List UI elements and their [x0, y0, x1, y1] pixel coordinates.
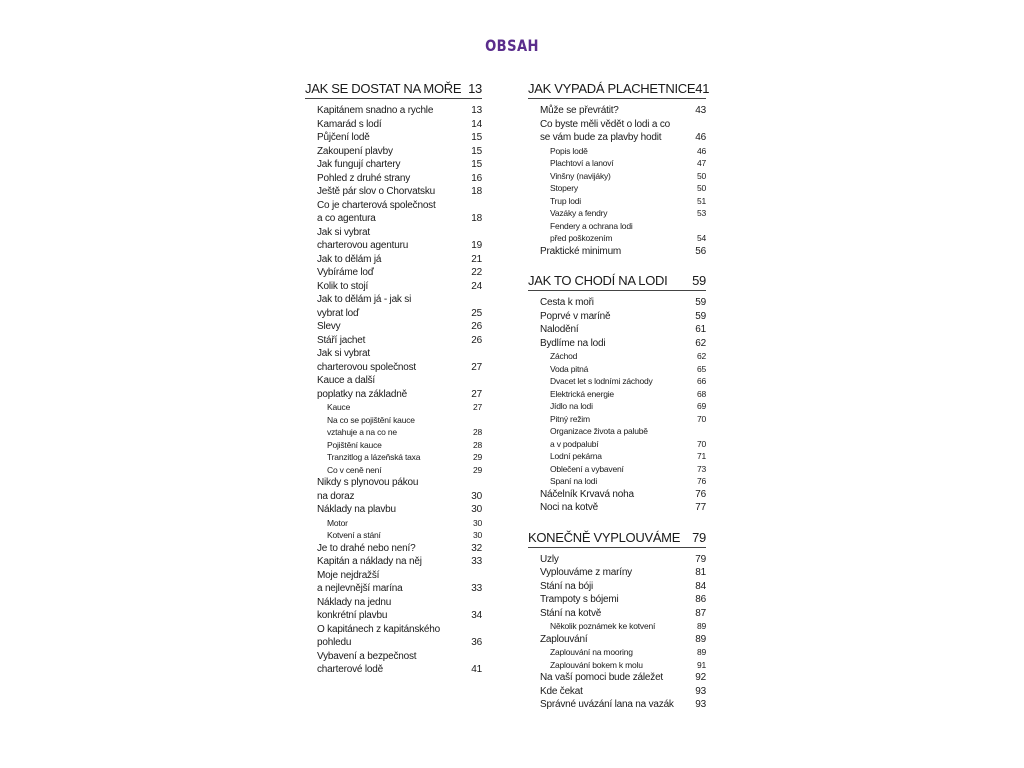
entry-page-number: 50 [696, 170, 706, 181]
toc-subentry[interactable] [305, 439, 482, 452]
toc-subentry[interactable] [528, 363, 706, 376]
entry-page-number: 77 [695, 502, 706, 513]
toc-section [528, 529, 706, 712]
toc-subentry[interactable] [528, 425, 706, 450]
toc-subentry[interactable] [305, 451, 482, 464]
toc-entry[interactable] [305, 293, 482, 320]
entry-page-number: 89 [695, 633, 706, 645]
toc-entry[interactable] [528, 296, 706, 310]
entry-page-number: 32 [471, 542, 482, 554]
toc-entry[interactable] [528, 118, 706, 145]
entry-page-number: 19 [471, 240, 482, 251]
entry-page-number: 14 [471, 118, 482, 130]
entry-title: Stáří jachet [317, 334, 366, 346]
entry-page-number: 50 [696, 183, 706, 193]
entry-page-number: 26 [471, 334, 482, 346]
entry-title: Půjčení lodě [317, 132, 370, 143]
toc-entry[interactable] [528, 245, 706, 259]
entry-page-number: 18 [471, 186, 482, 197]
entry-page-number: 76 [696, 476, 706, 486]
entry-page-number: 18 [471, 213, 482, 224]
entry-page-number: 91 [696, 659, 706, 670]
entry-page-number: 84 [695, 580, 706, 592]
toc-subentry[interactable] [528, 475, 706, 488]
entry-title: Několik poznámek ke kotvení [550, 621, 656, 631]
toc-entry[interactable] [528, 580, 706, 594]
entry-title: Stání na bóji [540, 580, 593, 592]
entry-title: Kolik to stojí [317, 280, 369, 292]
entry-title: Zaplouvání bokem k molu [550, 659, 643, 670]
toc-entry[interactable] [305, 104, 482, 118]
entry-page-number: 43 [695, 105, 706, 116]
toc-entry[interactable] [305, 226, 482, 253]
section-title: KONEČNĚ VYPLOUVÁME [528, 529, 681, 545]
entry-page-number: 29 [472, 464, 482, 475]
entry-page-number: 73 [696, 463, 706, 474]
entry-title: Vinšny (navijáky) [550, 170, 611, 181]
entry-page-number: 33 [471, 583, 482, 594]
entry-title: Náčelník Krvavá noha [540, 488, 634, 500]
toc-subentry[interactable] [528, 413, 706, 426]
toc-subentry[interactable] [305, 464, 482, 477]
entry-page-number: 33 [471, 556, 482, 567]
toc-entry[interactable] [305, 266, 482, 280]
toc-entry[interactable] [528, 104, 706, 118]
toc-entry[interactable] [528, 607, 706, 621]
toc-entry[interactable] [305, 158, 482, 172]
entry-title: Co v ceně není [327, 464, 382, 475]
entry-page-number: 54 [696, 233, 706, 243]
toc-entry[interactable] [528, 566, 706, 580]
entry-page-number: 59 [695, 297, 706, 308]
entry-title: Bydlíme na lodi [540, 337, 606, 349]
entry-page-number: 30 [472, 530, 482, 540]
toc-entry[interactable] [305, 172, 482, 186]
section-page-number: 79 [692, 529, 706, 545]
entry-title: Pohled z druhé strany [317, 172, 411, 184]
entry-page-number: 46 [696, 145, 706, 156]
entry-page-number: 22 [471, 267, 482, 278]
entry-page-number: 93 [695, 685, 706, 697]
toc-subentry[interactable] [528, 463, 706, 476]
entry-title: Jak fungují chartery [317, 159, 401, 170]
entry-title: Popis lodě [550, 145, 588, 156]
entry-page-number: 47 [696, 158, 706, 168]
entry-title: Slevy [317, 321, 341, 332]
toc-entry[interactable] [305, 555, 482, 569]
entry-title: Kauce a další poplatky na základně [317, 375, 407, 400]
toc-entry[interactable] [305, 253, 482, 267]
entry-title: Plachtoví a lanoví [550, 158, 614, 168]
entry-page-number: 93 [695, 699, 706, 710]
toc-section [528, 80, 710, 258]
entry-title: Náklady na jednu konkrétní plavbu [317, 596, 392, 621]
toc-entry[interactable] [305, 118, 482, 132]
entry-page-number: 27 [471, 388, 482, 400]
entry-title: Zaplouvání [540, 633, 588, 645]
entry-title: Moje nejdražší a nejlevnější marína [317, 569, 403, 594]
entry-title: O kapitánech z kapitánského pohledu [317, 623, 441, 648]
toc-entry[interactable] [528, 337, 706, 351]
section-page-number: 59 [692, 273, 706, 288]
entry-page-number: 30 [471, 490, 482, 502]
entry-page-number: 87 [695, 607, 706, 619]
entry-title: Kauce [327, 402, 351, 412]
toc-subentry[interactable] [305, 517, 482, 530]
entry-title: Pojištění kauce [327, 439, 382, 450]
toc-entry[interactable] [305, 596, 482, 623]
toc-left-column [305, 80, 482, 677]
entry-page-number: 92 [695, 672, 706, 683]
entry-page-number: 27 [472, 402, 482, 412]
toc-subentry[interactable] [528, 145, 706, 158]
toc-entry[interactable] [305, 199, 482, 226]
toc-entry[interactable] [305, 623, 482, 650]
toc-entry[interactable] [305, 503, 482, 517]
entry-title: Co byste měli vědět o lodi a co se vám bude za plavby hodit [540, 118, 670, 143]
entry-page-number: 28 [472, 427, 482, 437]
entry-title: Správné uvázání lana na vazák [540, 699, 674, 710]
entry-page-number: 89 [696, 647, 706, 657]
entry-title: Poprvé v maríně [540, 310, 611, 322]
toc-subentry[interactable] [528, 170, 706, 183]
entry-title: Zakoupení plavby [317, 145, 393, 157]
entry-title: Na co se pojištění kauce vztahuje a na co ne [327, 414, 415, 437]
entry-title: Vybíráme loď [317, 267, 374, 278]
toc-entry[interactable] [528, 488, 706, 502]
entry-page-number: 70 [696, 413, 706, 424]
toc-entry[interactable] [305, 374, 482, 401]
toc-entry[interactable] [528, 553, 706, 567]
toc-subentry[interactable] [528, 450, 706, 463]
toc-entry[interactable] [528, 633, 706, 647]
entry-page-number: 79 [695, 553, 706, 565]
toc-subentry[interactable] [528, 157, 706, 170]
page-title: OBSAH [485, 36, 539, 55]
section-title: JAK SE DOSTAT NA MOŘE [305, 81, 462, 96]
entry-page-number: 25 [471, 307, 482, 319]
entry-page-number: 61 [695, 324, 706, 335]
entry-page-number: 28 [472, 439, 482, 450]
toc-subentry[interactable] [528, 375, 706, 388]
entry-title: Elektrická energie [550, 388, 614, 399]
entry-page-number: 51 [696, 195, 706, 206]
entry-title: Kde čekat [540, 685, 583, 697]
toc-subentry[interactable] [528, 220, 706, 245]
section-title: JAK TO CHODÍ NA LODI [528, 273, 668, 288]
entry-page-number: 29 [472, 452, 482, 462]
toc-subentry[interactable] [305, 401, 482, 414]
toc-section-heading[interactable] [528, 529, 706, 548]
entry-title: Ještě pár slov o Chorvatsku [317, 186, 435, 197]
toc-subentry[interactable] [305, 529, 482, 542]
toc-section [305, 80, 482, 677]
entry-title: Jak si vybrat charterovou agenturu [317, 226, 409, 251]
entry-title: Zaplouvání na mooring [550, 647, 633, 657]
entry-title: Kapitán a náklady na něj [317, 556, 422, 567]
toc-subentry[interactable] [528, 620, 706, 633]
toc-subentry[interactable] [528, 350, 706, 363]
entry-title: Záchod [550, 351, 578, 361]
section-page-number: 13 [468, 81, 482, 96]
entry-page-number: 26 [471, 321, 482, 332]
toc-subentry[interactable] [528, 182, 706, 195]
entry-page-number: 15 [471, 145, 482, 157]
entry-page-number: 62 [695, 337, 706, 349]
entry-page-number: 56 [695, 245, 706, 257]
toc-right-column [528, 80, 710, 712]
entry-title: Organizace života a palubě a v podpalubí [550, 426, 648, 449]
entry-page-number: 76 [695, 488, 706, 500]
entry-title: Kapitánem snadno a rychle [317, 105, 434, 116]
entry-page-number: 36 [471, 637, 482, 648]
entry-title: Stání na kotvě [540, 607, 602, 619]
toc-entry[interactable] [305, 131, 482, 145]
entry-title: Uzly [540, 553, 559, 565]
toc-entry[interactable] [528, 593, 706, 607]
entry-title: Jídlo na lodi [550, 401, 593, 411]
entry-page-number: 13 [471, 105, 482, 116]
entry-page-number: 41 [471, 664, 482, 675]
entry-page-number: 27 [471, 361, 482, 373]
entry-title: Oblečení a vybavení [550, 463, 624, 474]
entry-title: Jak to dělám já - jak si vybrat loď [317, 294, 412, 319]
entry-title: Náklady na plavbu [317, 504, 396, 515]
entry-title: Na vaší pomoci bude záležet [540, 672, 664, 683]
section-gap [528, 515, 706, 529]
entry-title: Je to drahé nebo není? [317, 542, 416, 554]
entry-title: Vazáky a fendry [550, 208, 608, 218]
toc-entry[interactable] [305, 185, 482, 199]
entry-page-number: 53 [696, 208, 706, 218]
entry-page-number: 66 [696, 376, 706, 386]
toc-subentry[interactable] [528, 646, 706, 659]
toc-section-heading[interactable] [528, 272, 706, 291]
entry-page-number: 62 [696, 351, 706, 361]
toc-entry[interactable] [305, 320, 482, 334]
toc-entry[interactable] [305, 145, 482, 159]
entry-title: Co je charterová společnost a co agentura [317, 199, 436, 224]
entry-title: Motor [327, 517, 348, 528]
entry-title: Dvacet let s lodními záchody [550, 376, 653, 386]
entry-title: Může se převrátit? [540, 105, 619, 116]
entry-page-number: 15 [471, 132, 482, 143]
entry-page-number: 69 [696, 401, 706, 411]
toc-entry[interactable] [305, 280, 482, 294]
entry-page-number: 59 [695, 310, 706, 322]
entry-title: Vyplouváme z maríny [540, 567, 632, 578]
toc-entry[interactable] [528, 685, 706, 699]
toc-entry[interactable] [528, 698, 706, 712]
entry-title: Fendery a ochrana lodi před poškozením [550, 220, 633, 243]
entry-page-number: 15 [471, 159, 482, 170]
entry-title: Stopery [550, 183, 578, 193]
entry-title: Praktické minimum [540, 245, 622, 257]
toc-entry[interactable] [305, 569, 482, 596]
section-title: JAK VYPADÁ PLACHETNICE [528, 81, 696, 96]
entry-page-number: 24 [471, 280, 482, 292]
toc-entry[interactable] [305, 347, 482, 374]
entry-title: Cesta k moři [540, 297, 594, 308]
entry-title: Vybavení a bezpečnost charterové lodě [317, 650, 417, 675]
entry-title: Trup lodi [550, 195, 581, 206]
entry-title: Spaní na lodi [550, 476, 598, 486]
toc-entry[interactable] [305, 476, 482, 503]
entry-title: Pitný režim [550, 413, 590, 424]
entry-title: Voda pitná [550, 363, 589, 374]
entry-title: Noci na kotvě [540, 502, 598, 513]
entry-title: Jak to dělám já [317, 253, 382, 265]
entry-title: Tranzitlog a lázeňská taxa [327, 452, 421, 462]
toc-entry[interactable] [305, 650, 482, 677]
entry-title: Jak si vybrat charterovou společnost [317, 348, 416, 373]
entry-page-number: 81 [695, 567, 706, 578]
toc-entry[interactable] [305, 334, 482, 348]
entry-title: Nikdy s plynovou pákou na doraz [317, 477, 419, 502]
toc-section-heading[interactable] [528, 80, 710, 99]
entry-page-number: 46 [695, 132, 706, 143]
entry-title: Trampoty s bójemi [540, 594, 619, 605]
entry-page-number: 68 [696, 388, 706, 399]
toc-entry[interactable] [305, 542, 482, 556]
entry-page-number: 30 [471, 504, 482, 515]
entry-page-number: 30 [472, 517, 482, 528]
entry-title: Kamarád s lodí [317, 118, 382, 130]
toc-subentry[interactable] [528, 659, 706, 672]
section-page-number: 41 [695, 81, 710, 96]
entry-page-number: 65 [696, 363, 706, 374]
toc-entry[interactable] [528, 671, 706, 685]
toc-subentry[interactable] [528, 388, 706, 401]
toc-subentry[interactable] [305, 414, 482, 439]
toc-subentry[interactable] [528, 400, 706, 413]
entry-title: Kotvení a stání [327, 530, 381, 540]
toc-entry[interactable] [528, 310, 706, 324]
toc-entry[interactable] [528, 323, 706, 337]
toc-entry[interactable] [528, 501, 706, 515]
toc-subentry[interactable] [528, 195, 706, 208]
toc-section-heading[interactable] [305, 80, 482, 99]
entry-page-number: 21 [471, 253, 482, 265]
section-gap [528, 258, 706, 272]
entry-page-number: 34 [471, 610, 482, 621]
toc-section [528, 272, 706, 515]
entry-page-number: 71 [696, 451, 706, 461]
toc-subentry[interactable] [528, 207, 706, 220]
entry-page-number: 89 [696, 621, 706, 631]
entry-page-number: 70 [696, 438, 706, 449]
entry-page-number: 16 [471, 172, 482, 184]
entry-page-number: 86 [695, 594, 706, 605]
entry-title: Lodní pekárna [550, 451, 602, 461]
entry-title: Nalodění [540, 324, 579, 335]
